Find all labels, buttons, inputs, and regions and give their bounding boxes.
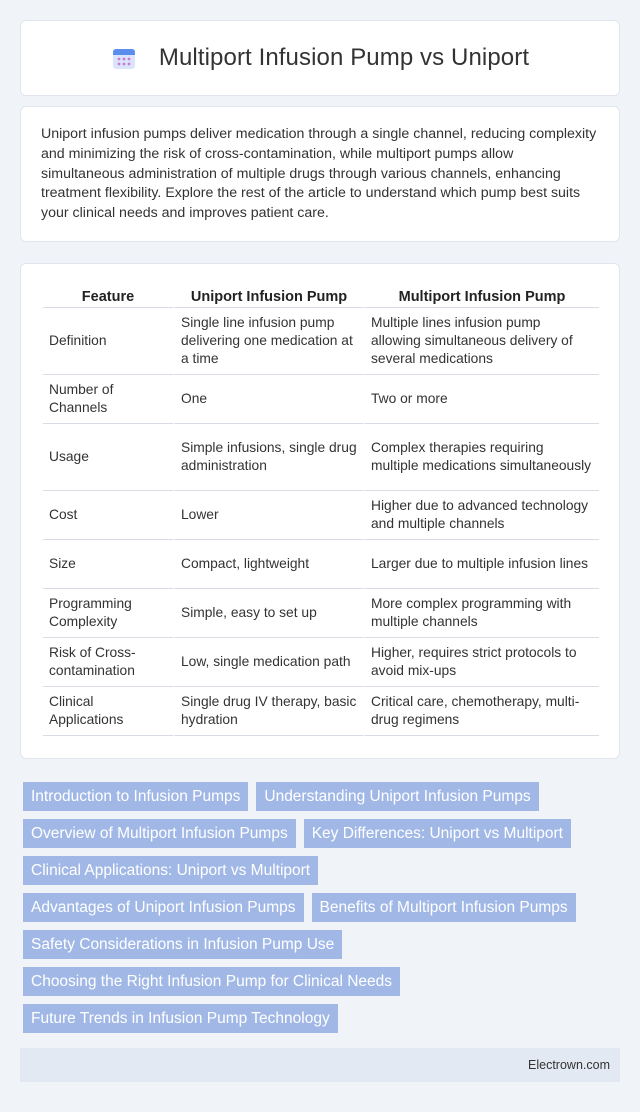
row-multiport: Multiple lines infusion pump allowing simultaneous delivery of several medications: [363, 308, 599, 375]
tag-row: [23, 1004, 623, 1033]
table-row: [43, 589, 599, 638]
row-uniport: Simple infusions, single drug administration: [173, 424, 363, 491]
row-uniport: Lower: [173, 491, 363, 540]
tag-key-differences[interactable]: Key Differences: Uniport vs Multiport: [304, 819, 571, 848]
topic-tags: [23, 782, 623, 1041]
row-feature: Definition: [43, 308, 173, 375]
row-multiport: Critical care, chemotherapy, multi-drug regimens: [363, 687, 599, 736]
page-title: Multiport Infusion Pump vs Uniport: [158, 44, 530, 71]
tag-future-trends[interactable]: Future Trends in Infusion Pump Technology: [23, 1004, 338, 1033]
row-feature: Size: [43, 540, 173, 589]
tag-introduction[interactable]: Introduction to Infusion Pumps: [23, 782, 248, 811]
row-uniport: Single drug IV therapy, basic hydration: [173, 687, 363, 736]
row-uniport: Single line infusion pump delivering one medication at a time: [173, 308, 363, 375]
row-feature: Clinical Applications: [43, 687, 173, 736]
table-row: [43, 687, 599, 736]
intro-card: [20, 106, 620, 242]
row-feature: Usage: [43, 424, 173, 491]
header-feature: Feature: [43, 284, 173, 308]
row-multiport: Larger due to multiple infusion lines: [363, 540, 599, 589]
tag-row: [23, 893, 623, 922]
tag-overview-multiport[interactable]: Overview of Multiport Infusion Pumps: [23, 819, 296, 848]
row-multiport: Higher due to advanced technology and multiple channels: [363, 491, 599, 540]
row-feature: Programming Complexity: [43, 589, 173, 638]
row-multiport: Two or more: [363, 375, 599, 424]
footer: [20, 1048, 620, 1082]
table-row: [43, 424, 599, 491]
footer-site-link[interactable]: Electrown.com: [528, 1058, 610, 1072]
row-uniport: Compact, lightweight: [173, 540, 363, 589]
tag-safety[interactable]: Safety Considerations in Infusion Pump Use: [23, 930, 342, 959]
comparison-table-card: [20, 263, 620, 759]
tag-row: [23, 967, 623, 996]
table-row: [43, 375, 599, 424]
tag-row: [23, 930, 623, 959]
row-uniport: One: [173, 375, 363, 424]
row-multiport: Complex therapies requiring multiple medications simultaneously: [363, 424, 599, 491]
header-uniport: Uniport Infusion Pump: [173, 284, 363, 308]
intro-text: Uniport infusion pumps deliver medication through a single channel, reducing complexity and minimizing the risk of cross-contamination, while multiport pumps allow simultaneous administration of multiple drugs through various channels, enhancing treatment flexibility. Explore the rest of the article to understand which pump best suits your clinical needs and improves patient care.: [41, 126, 597, 222]
row-multiport: Higher, requires strict protocols to avoid mix-ups: [363, 638, 599, 687]
row-multiport: More complex programming with multiple channels: [363, 589, 599, 638]
tag-choosing[interactable]: Choosing the Right Infusion Pump for Clinical Needs: [23, 967, 400, 996]
tag-understanding-uniport[interactable]: Understanding Uniport Infusion Pumps: [256, 782, 538, 811]
row-feature: Risk of Cross-contamination: [43, 638, 173, 687]
header-card: [20, 20, 620, 96]
table-row: [43, 638, 599, 687]
row-feature: Cost: [43, 491, 173, 540]
calendar-icon: [111, 45, 137, 71]
table-header-row: [43, 284, 599, 308]
row-feature: Number of Channels: [43, 375, 173, 424]
table-row: [43, 491, 599, 540]
header-multiport: Multiport Infusion Pump: [363, 284, 599, 308]
tag-row: [23, 819, 623, 848]
row-uniport: Simple, easy to set up: [173, 589, 363, 638]
tag-clinical-applications[interactable]: Clinical Applications: Uniport vs Multiport: [23, 856, 318, 885]
tag-row: [23, 856, 623, 885]
tag-benefits-multiport[interactable]: Benefits of Multiport Infusion Pumps: [312, 893, 576, 922]
table-row: [43, 540, 599, 589]
row-uniport: Low, single medication path: [173, 638, 363, 687]
tag-row: [23, 782, 623, 811]
comparison-table: [43, 284, 599, 736]
tag-advantages-uniport[interactable]: Advantages of Uniport Infusion Pumps: [23, 893, 304, 922]
table-row: [43, 308, 599, 375]
